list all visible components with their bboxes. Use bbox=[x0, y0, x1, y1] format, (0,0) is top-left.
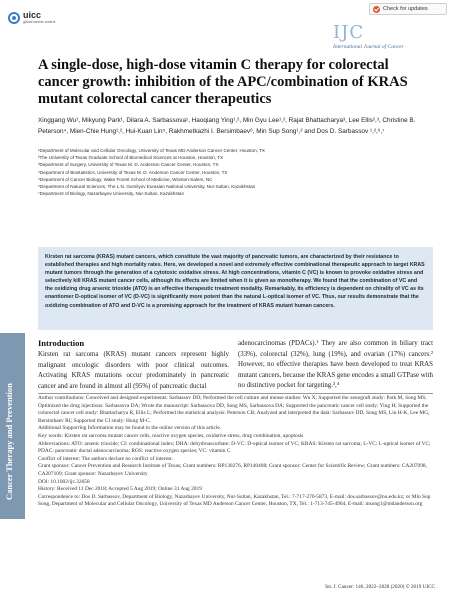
uicc-logo bbox=[8, 10, 76, 32]
abstract-text: Kirsten rat sarcoma (KRAS) mutant cancers, which constitute the vast majority of pancreatic tumors, are characterized by their resistance to established therapies and high mortality rates. Here, we developed a novel and extremely effective combinational therapeutic approach to target KRAS mutant tumors through the generation of a cytotoxic oxidative stress. At high concentrations, vitamin C (VC) is known to provoke oxidative stress and selectively kill KRAS mutant cancer cells, although its effects are limited when it is given as monotherapy. We found that the combination of VC and the oxidizing drug arsenic trioxide (ATO) is an effective therapeutic treatment modality. Remarkably, its efficiency is dependent on chirality of VC as its enantiomer D-optical isomer of VC (D-VC) is significantly more potent than the natural L-optical isomer of VC. Thus, our results demonstrate that the oxidizing combination of ATO and D-VC is a promising approach for the treatment of KRAS mutant human cancers. bbox=[45, 254, 425, 309]
article-title: A single-dose, high-dose vitamin C therapy for colorectal cancer growth: inhibition of the APC/combination of KRAS mutant colorectal cancer therapeutics bbox=[38, 57, 408, 107]
check-updates-label: Check for updates bbox=[383, 6, 428, 12]
footer-citation: Int. J. Cancer: 146, 2822–2828 (2020) © 2019 UICC bbox=[325, 584, 435, 590]
journal-name: International Journal of Cancer bbox=[333, 44, 404, 50]
check-for-updates-button[interactable] bbox=[369, 3, 447, 15]
affiliation-item: ⁴Department of Biostatistics, University of Texas M. D. Anderson Cancer Center, Houston, TX bbox=[38, 169, 228, 175]
introduction-right-column bbox=[238, 339, 433, 392]
footnote-divider bbox=[38, 393, 433, 394]
abstract-box bbox=[38, 247, 433, 330]
check-updates-icon bbox=[373, 6, 380, 13]
footnotes bbox=[38, 395, 433, 509]
author-contributions: Author contributions: Conceived and designed experiments: Sarbassov DD; Performed the cell culture and mouse studies: Wu X; Supported the xenograft study: Park M, Song MS; Optimized the drug injections: Sarbassova DA; Wrote the manuscript: Sarbassova DD, Song MS, Sarbassova DA; Supported the pancreatic cancer cell study: Ying H; Supported the colorectal cancer cell study: Bhattacharya R, Ellis L; Performed the statistical analysis: Peterson CB; Analyzed and interpreted the data: Sarbassov DD, Song MS, Lin H-K, Lee MG, Bersimbaev RI; Supported the CI study: Hung M-C. bbox=[38, 395, 430, 424]
affiliation-item: ³Department of Surgery, University of Texas M. D. Anderson Cancer Center, Houston, TX bbox=[38, 162, 219, 168]
section-side-label: Cancer Therapy and Prevention bbox=[4, 383, 14, 500]
journal-abbreviation: IJC bbox=[333, 22, 365, 43]
affiliation-item: ⁵Department of Cancer Biology, Wake Forest School of Medicine, Winston-Salem, NC bbox=[38, 176, 213, 182]
introduction-text-right: adenocarcinomas (PDACs).¹ They are also common in biliary tract (33%), colorectal (32%), lung (19%), and ovarian (17%) cancers.² However, no effective therapies have been developed to treat KRAS mutant cancers, because the KRAS gene encodes a small GTPase with no distinctive pocket for targeting.³,⁴ bbox=[238, 340, 433, 389]
introduction-heading: Introduction bbox=[38, 338, 85, 348]
doi[interactable]: DOI: 10.1002/ijc.32658 bbox=[38, 478, 90, 485]
author-list bbox=[38, 115, 433, 137]
history: History: Received 11 Dec 2018; Accepted 5 Aug 2019; Online 31 Aug 2019 bbox=[38, 486, 202, 493]
page-header bbox=[0, 0, 451, 50]
affiliation-item: ⁶Department of Natural Sciences, The L.N. Gumilyov Eurasian National University, Nur-Sultan, Kazakhstan bbox=[38, 184, 256, 190]
affiliation-item: ²The University of Texas Graduate School of Biomedical Sciences at Houston, Houston, TX bbox=[38, 155, 224, 161]
grant-sponsors: Grant sponsor: Cancer Prevention and Research Institute of Texas; Grant numbers: RP130276, RP140408; Grant sponsor: Center for Scientific Review; Grant numbers: CA207098, CA207109; Grant sponsor: Nazarbayev University bbox=[38, 463, 427, 477]
introduction-text-left: Kirsten rat sarcoma (KRAS) mutant cancers represent highly malignant oncologic disorders with poor clinical outcomes. Activating KRAS mutations occur predominately in pancreatic cancer and are found in almost all (95%) of pancreatic ductal bbox=[38, 351, 229, 390]
correspondence: Correspondence to: Dos D. Sarbassov, Department of Biology, Nazarbayev University, Nur-Sultan, Kazakhstan, Tel.: 7-717-270-5873, E-mail: dos.sarbassov@nu.edu.kz; or Min Sup Song, Department of Molecular and Cellular Oncology, University of Texas MD Anderson Cancer Center, Houston, TX, Tel.: 1-713-745-4904, E-mail: msong1@mdanderson.org bbox=[38, 493, 431, 508]
key-words: Key words: Kirsten rat sarcoma mutant cancer cells, reactive oxygen species, oxidative stress, drug combination, apoptosis bbox=[38, 432, 304, 439]
uicc-logo-icon bbox=[8, 12, 20, 24]
logo-tagline: global cancer control bbox=[23, 20, 56, 24]
affiliation-item: ¹Department of Molecular and Cellular Oncology, University of Texas MD Anderson Cancer Center, Houston, TX bbox=[38, 148, 265, 153]
conflict-of-interest: Conflict of interest: The authors declare no conflict of interest. bbox=[38, 455, 173, 462]
supporting-info-note: Additional Supporting Information may be found in the online version of this article. bbox=[38, 425, 222, 432]
logo-word: uicc bbox=[23, 10, 42, 20]
authors-text: Xinggang Wu¹, Mikyung Park¹, Dilara A. Sarbassova¹, Haoqiang Ying¹,², Min Gyu Lee¹,², Rajat Bhattacharya³, Lee Ellis²,³, Christine B. Peterson⁴, Mien-Chie Hung¹,², Hui-Kuan Lin⁵, Rakhmetkazhi I. Bersimbaev⁶, Min Sup Song¹,² and Dos D. Sarbassov ¹,²,⁶,⁷ bbox=[38, 117, 416, 135]
introduction-left-column bbox=[38, 338, 229, 392]
abbreviations: Abbreviations: ATO: arsenic trioxide; CI: combinational index; DHA: dehydroascorbate; D-VC: D-optical isomer of VC; KRAS: Kirsten rat sarcoma; L-VC: L-optical isomer of VC; PDAC: pancreatic ductal adenocarcinoma; ROS: reactive oxygen species; VC: vitamin C bbox=[38, 440, 431, 455]
affiliations bbox=[38, 147, 433, 197]
affiliation-item: ⁷Department of Biology, Nazarbayev University, Nur-Sultan, Kazakhstan bbox=[38, 191, 185, 197]
